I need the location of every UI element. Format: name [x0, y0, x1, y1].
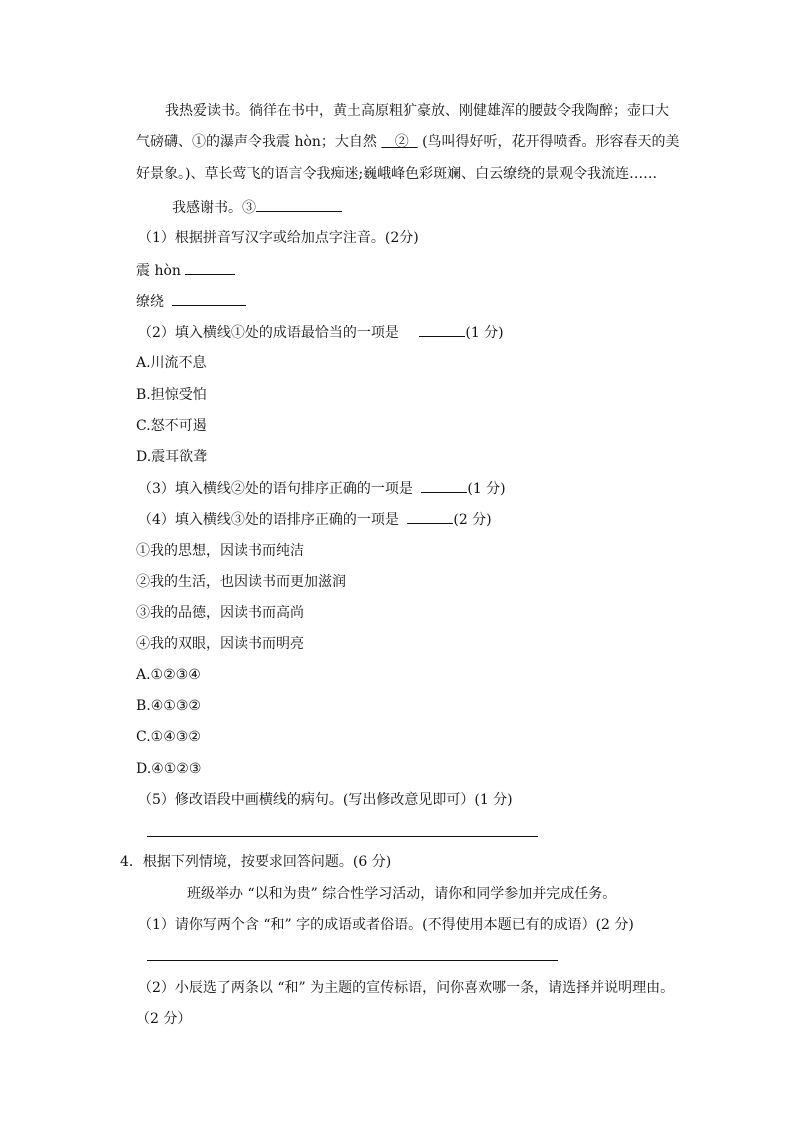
q4-option-b: B.④①③② — [136, 698, 201, 714]
q2-prompt-text: （2）填入横线①处的成语最恰当的一项是 — [138, 325, 399, 341]
section-4-title: 4．根据下列情境，按要求回答问题。(6 分) — [120, 854, 392, 870]
q4-option-a: A.①②③④ — [136, 667, 201, 683]
passage-line-2-start: 气磅礴、①的瀑声令我震 hòn；大自然 — [136, 134, 377, 150]
q2-answer-blank[interactable] — [419, 322, 465, 337]
section-4-q2-line-1: （2）小辰选了两条以 “和” 为主题的宣传标语，问你喜欢哪一条，请选择并说明理由。 — [138, 980, 675, 996]
blank-2-label — [381, 134, 417, 150]
q5-answer-line[interactable] — [147, 836, 538, 837]
q4-score: (2 分) — [453, 512, 492, 528]
q1-item-1-text: 震 hòn — [136, 263, 181, 279]
q4-sentence-4: ④我的双眼，因读书而明亮 — [136, 636, 304, 652]
q5-prompt: （5）修改语段中画横线的病句。(写出修改意见即可）(1 分) — [138, 792, 513, 808]
q1-prompt: （1）根据拼音写汉字或给加点字注音。(2分) — [138, 230, 419, 246]
q4-answer-blank[interactable] — [407, 509, 453, 524]
q4-sentence-3: ③我的品德，因读书而高尚 — [136, 605, 304, 621]
q4-option-c: C.①④③② — [136, 729, 201, 745]
q4-sentence-2: ②我的生活，也因读书而更加滋润 — [136, 574, 346, 590]
section-4-q1-answer-line[interactable] — [147, 960, 558, 961]
passage-line-3: 好景象。)、草长莺飞的语言令我痴迷;巍峨峰色彩斑斓、白云缭绕的景观令我流连…… — [136, 166, 658, 182]
q1-item-2 — [136, 291, 246, 312]
passage-line-2-end: (鸟叫得好听，花开得喷香。形容春天的美 — [422, 134, 680, 150]
q2-option-d: D.震耳欲聋 — [136, 449, 208, 465]
section-4-intro: 班级举办 “以和为贵” 综合性学习活动，请你和同学参加并完成任务。 — [187, 886, 617, 902]
q4-sentence-1: ①我的思想，因读书而纯洁 — [136, 543, 304, 559]
section-4-q1: （1）请你写两个含 “和” 字的成语或者俗语。(不得使用本题已有的成语）(2 分) — [138, 917, 634, 933]
q3-prompt-text: （3）填入横线②处的语句排序正确的一项是 — [138, 481, 413, 497]
q2-option-b: B.担惊受怕 — [136, 387, 207, 403]
passage-line-4-text: 我感谢书。③ — [172, 200, 256, 216]
q2-prompt — [138, 322, 504, 343]
q3-answer-blank[interactable] — [421, 478, 467, 493]
q3-score: (1 分) — [467, 481, 506, 497]
q1-answer-blank-2[interactable] — [172, 291, 246, 306]
passage-line-2 — [136, 132, 680, 152]
blank-3-line[interactable] — [256, 197, 342, 212]
q1-answer-blank-1[interactable] — [185, 260, 235, 275]
q4-prompt-text: （4）填入横线③处的语排序正确的一项是 — [138, 512, 399, 528]
q4-prompt — [138, 509, 492, 530]
q3-prompt — [138, 478, 506, 499]
section-4-q2-line-2: （2 分） — [136, 1011, 192, 1027]
q4-option-d: D.④①②③ — [136, 761, 202, 777]
q1-item-2-text: 缭绕 — [136, 294, 164, 310]
q1-item-1 — [136, 260, 235, 281]
q2-option-c: C.怒不可遏 — [136, 418, 207, 434]
blank-2-number: ② — [394, 134, 409, 150]
q2-score: (1 分) — [465, 325, 504, 341]
passage-line-4 — [172, 197, 342, 218]
passage-line-1: 我热爱读书。徜徉在书中，黄土高原粗犷豪放、刚健雄浑的腰鼓令我陶醉；壶口大 — [165, 103, 669, 119]
q2-option-a: A.川流不息 — [136, 355, 207, 371]
